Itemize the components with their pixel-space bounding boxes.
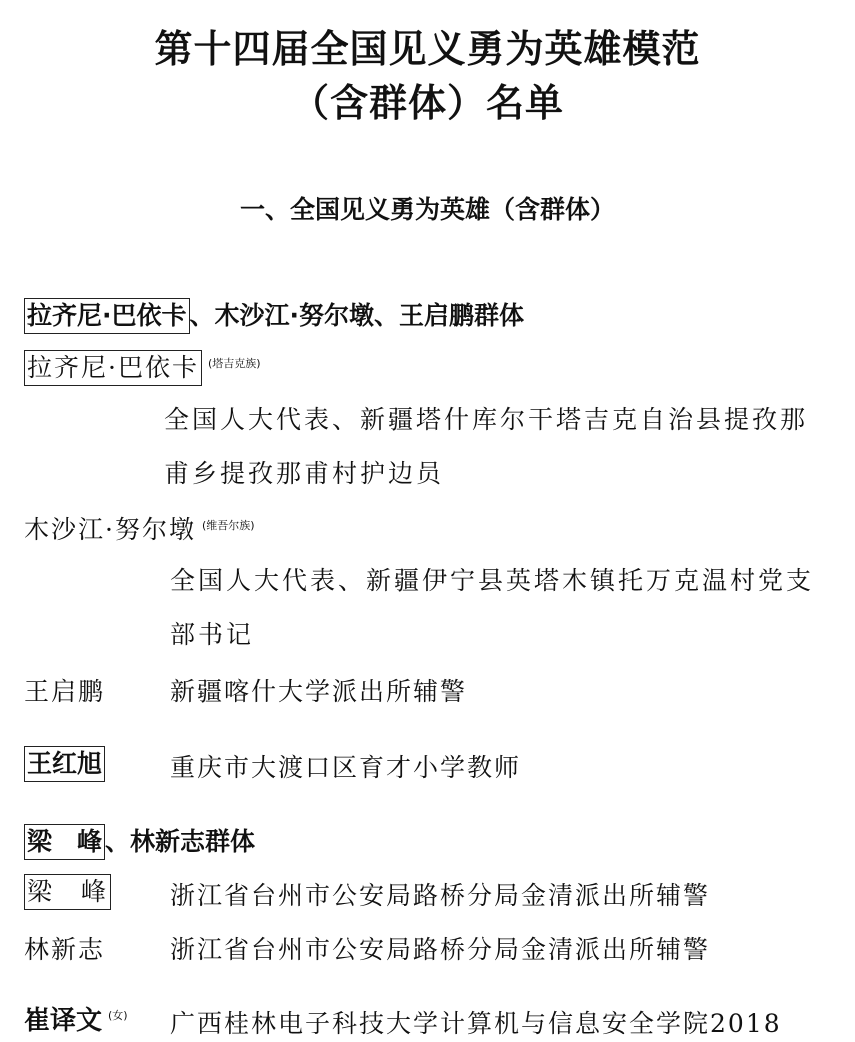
- person-3-desc: 新疆喀什大学派出所辅警: [170, 677, 468, 706]
- person-7-name: 崔译文: [24, 1006, 103, 1036]
- person-2-name-row: [24, 510, 255, 546]
- person-3-name: 王启鹏: [24, 677, 106, 706]
- person-5-name: 梁 峰: [24, 874, 111, 910]
- person-5-desc: 浙江省台州市公安局路桥分局金清派出所辅警: [170, 881, 711, 910]
- group-heading-2-boxed: 梁 峰: [24, 824, 105, 860]
- group-heading-1-rest: 、木沙江·努尔墩、王启鹏群体: [189, 301, 524, 330]
- group-heading-1-boxed: 拉齐尼·巴依卡: [24, 298, 190, 334]
- person-2-desc: 全国人大代表、新疆伊宁县英塔木镇托万克温村党支部书记: [170, 566, 815, 649]
- person-1-desc: 全国人大代表、新疆塔什库尔干塔吉克自治县提孜那甫乡提孜那甫村护边员: [164, 405, 809, 488]
- person-1-name: 拉齐尼·巴依卡: [24, 350, 202, 386]
- group-heading-2: [24, 822, 255, 860]
- section-heading: 一、全国见义勇为英雄（含群体）: [239, 195, 615, 224]
- person-7-name-row: [24, 1000, 128, 1037]
- group-heading-2-rest: 、林新志群体: [105, 827, 256, 856]
- group-heading-1: [24, 296, 524, 334]
- person-6-desc: 浙江省台州市公安局路桥分局金清派出所辅警: [170, 935, 711, 964]
- person-2-name: 木沙江·努尔墩: [24, 515, 196, 544]
- person-7-desc: 广西桂林电子科技大学计算机与信息安全学院2018: [170, 1009, 782, 1038]
- person-5-name-row: [24, 874, 111, 910]
- person-1-ethnicity: (塔吉克族): [207, 356, 261, 370]
- person-2-ethnicity: (维吾尔族): [201, 518, 255, 532]
- person-4-name-row: [24, 746, 105, 782]
- person-7-gender: (女): [108, 1009, 128, 1023]
- person-4-desc: 重庆市大渡口区育才小学教师: [170, 753, 522, 782]
- person-4-name: 王红旭: [24, 746, 105, 782]
- page-title-line1: 第十四届全国见义勇为英雄模范: [154, 26, 701, 71]
- page-title-line2: （含群体）名单: [290, 80, 564, 125]
- person-1-name-row: [24, 350, 261, 386]
- person-6-name: 林新志: [24, 935, 106, 964]
